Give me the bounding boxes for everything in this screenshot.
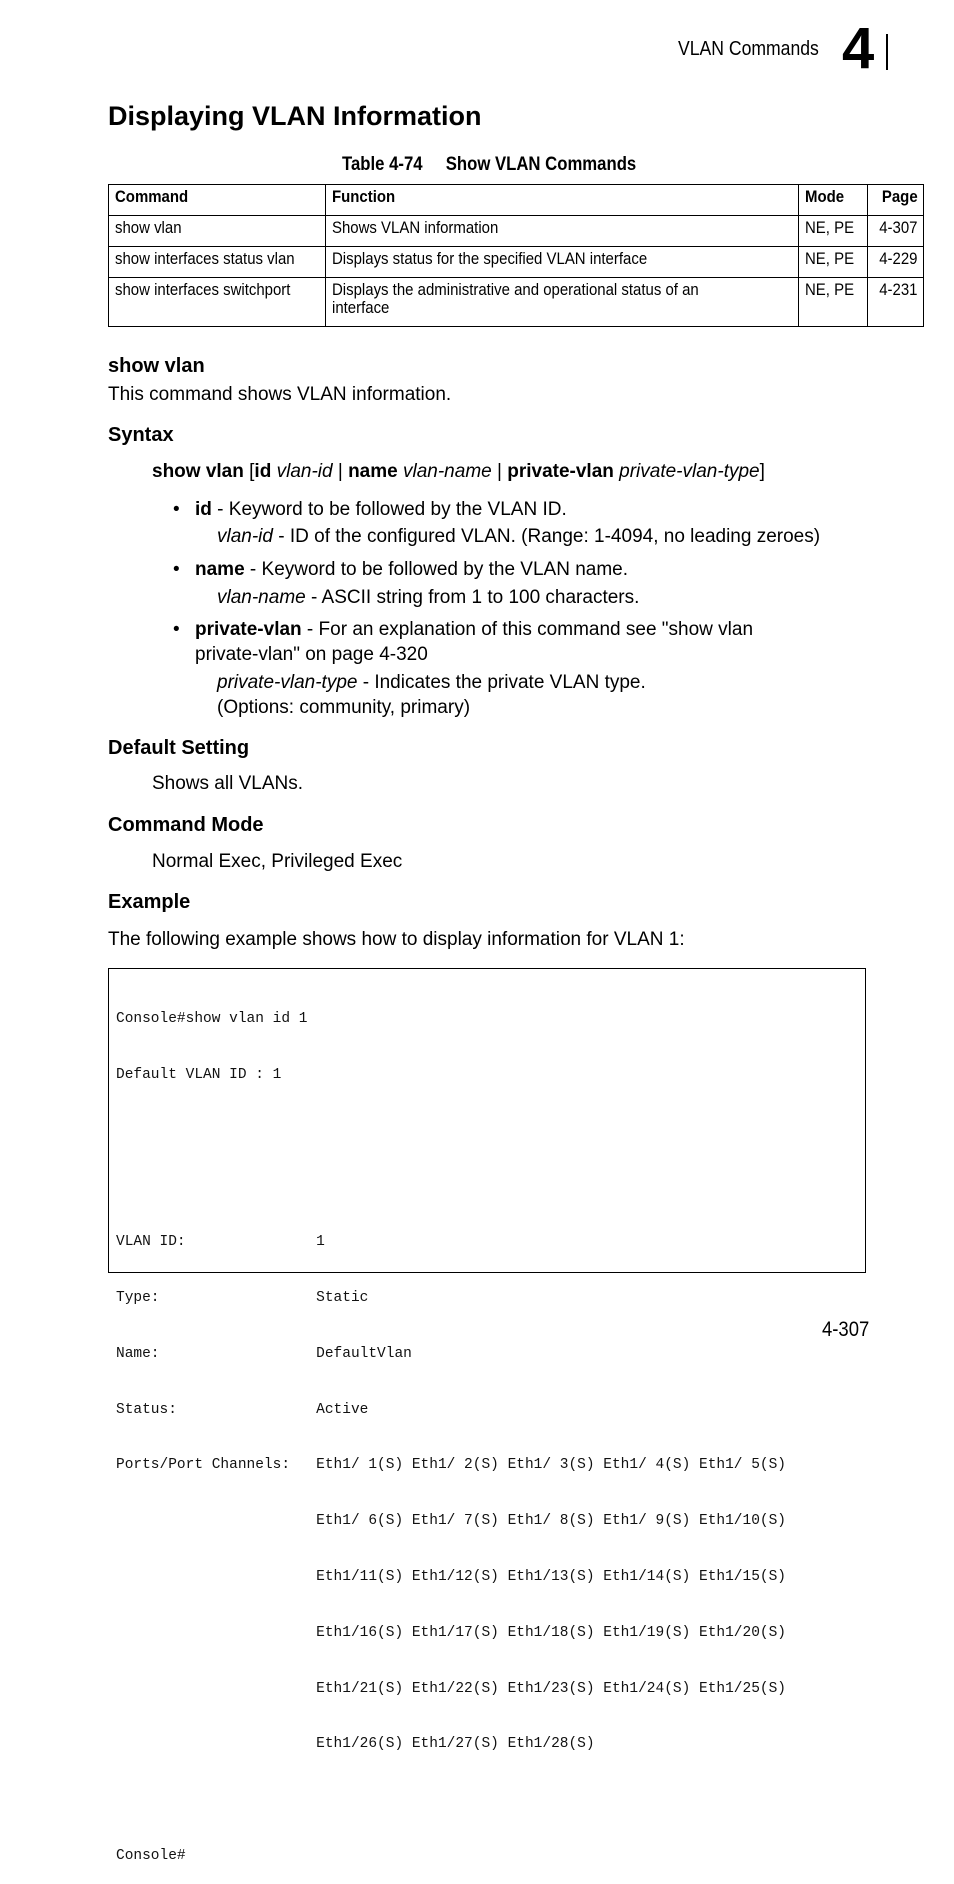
code-line: Default VLAN ID : 1 [116,1066,282,1083]
table-cell: Shows VLAN information [326,216,799,247]
code-line: Console# [116,1847,186,1864]
page-number: 4-307 [822,1318,870,1341]
table-cell: NE, PE [799,278,868,327]
table-cell: show interfaces status vlan [109,247,326,278]
example-heading: Example [108,891,191,913]
code-line: Ports/Port Channels: Eth1/ 1(S) Eth1/ 2(S) Eth1/ 3(S) Eth1/ 4(S) Eth1/ 5(S) [116,1457,787,1474]
column-header: Page [867,185,923,216]
code-line: Status: Active [116,1401,369,1418]
code-line: Eth1/26(S) Eth1/27(S) Eth1/28(S) [116,1736,595,1753]
table-row [109,247,924,278]
syntax-line: show vlan [id vlan-id | name vlan-name | private-vlan private-vlan-type] [152,461,765,482]
default-setting-text: Shows all VLANs. [152,773,304,794]
page-title: Displaying VLAN Information [108,101,482,131]
table-header-row [109,185,924,216]
table-row [109,216,924,247]
command-mode-heading: Command Mode [108,814,264,836]
code-line: Console#show vlan id 1 [116,1011,308,1028]
syntax-heading: Syntax [108,424,174,446]
code-line: Eth1/21(S) Eth1/22(S) Eth1/23(S) Eth1/24(S) Eth1/25(S) [116,1680,787,1697]
code-line [116,1122,858,1141]
column-header: Function [326,185,799,216]
default-setting-heading: Default Setting [108,737,250,759]
param-name: name - Keyword to be followed by the VLAN name. [195,559,629,580]
param-private-vlan-options: (Options: community, primary) [217,697,471,718]
param-id-arg: vlan-id - ID of the configured VLAN. (Range: 1-4094, no leading zeroes) [217,526,821,547]
param-name-arg: vlan-name - ASCII string from 1 to 100 characters. [217,587,640,608]
chapter-number: 4 [842,16,875,81]
command-heading: show vlan [108,355,205,377]
command-mode-text: Normal Exec, Privileged Exec [152,851,403,872]
running-header: VLAN Commands [678,38,819,60]
param-private-vlan-cont: private-vlan" on page 4-320 [195,644,428,665]
table-cell: 4-229 [867,247,923,278]
code-line: Eth1/ 6(S) Eth1/ 7(S) Eth1/ 8(S) Eth1/ 9(S) Eth1/10(S) [116,1513,787,1530]
table-row [109,278,924,327]
code-line: Eth1/11(S) Eth1/12(S) Eth1/13(S) Eth1/14(S) Eth1/15(S) [116,1569,787,1585]
table-cell: 4-231 [867,278,923,327]
param-private-vlan: private-vlan - For an explanation of this command see "show vlan [195,619,754,640]
example-intro: The following example shows how to display information for VLAN 1: [108,929,685,950]
column-header: Command [109,185,326,216]
code-line: Eth1/16(S) Eth1/17(S) Eth1/18(S) Eth1/19(S) Eth1/20(S) [116,1624,787,1641]
code-line [116,1791,858,1810]
bullet-dot: • [173,499,180,520]
table-caption: Table 4-74 Show VLAN Commands [342,154,637,175]
table-cell: show vlan [109,216,326,247]
table-cell: Displays the administrative and operational status of an interface [326,278,799,327]
table-cell: 4-307 [867,216,923,247]
table-cell: Displays status for the specified VLAN interface [326,247,799,278]
param-id: id - Keyword to be followed by the VLAN ID. [195,499,567,520]
table-cell: show interfaces switchport [109,278,326,327]
bullet-dot: • [173,619,180,640]
code-line [116,1178,858,1197]
code-line: Type: Static [116,1290,369,1307]
commands-table [108,184,924,327]
chapter-rule [886,34,888,70]
column-header: Mode [799,185,868,216]
table-cell: NE, PE [799,247,868,278]
table-cell: NE, PE [799,216,868,247]
code-line: VLAN ID: 1 [116,1234,325,1251]
command-description: This command shows VLAN information. [108,384,452,405]
code-line: Name: DefaultVlan [116,1345,412,1362]
param-private-vlan-arg: private-vlan-type - Indicates the private VLAN type. [217,672,646,693]
bullet-dot: • [173,559,180,580]
